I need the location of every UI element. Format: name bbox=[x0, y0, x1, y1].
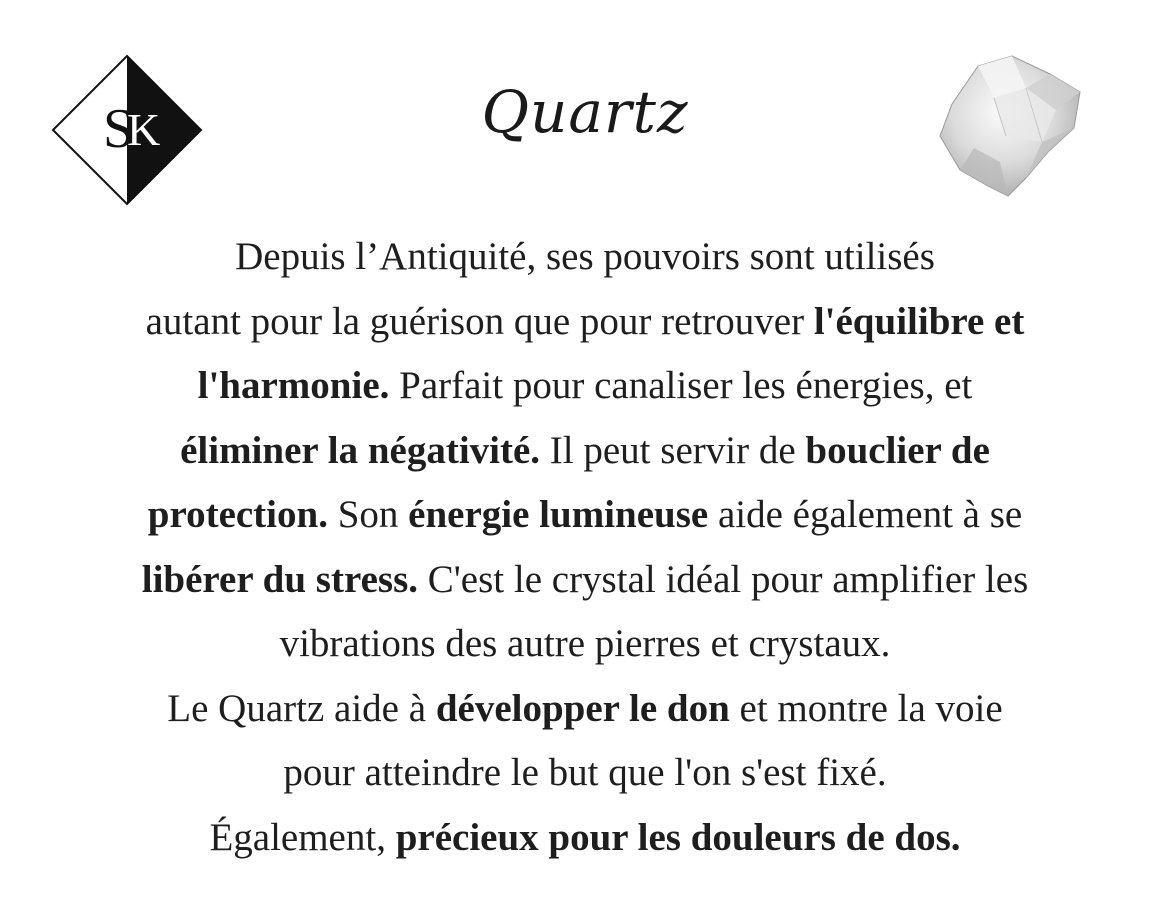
body-text-segment: et montre la voie bbox=[729, 686, 1003, 730]
description-line bbox=[0, 806, 1170, 871]
description-line bbox=[0, 741, 1170, 806]
description-text bbox=[0, 225, 1170, 870]
body-text-segment: pour atteindre le but que l'on s'est fixé. bbox=[283, 751, 887, 794]
description-line bbox=[0, 290, 1170, 355]
quartz-crystal-image bbox=[930, 52, 1090, 202]
emphasis-text: précieux pour les douleurs de dos. bbox=[395, 815, 961, 859]
description-line bbox=[0, 419, 1170, 484]
description-line bbox=[0, 612, 1170, 677]
logo-letter-k: K bbox=[127, 104, 161, 155]
body-text-segment: aide également à se bbox=[708, 493, 1023, 536]
emphasis-text: libérer du stress. bbox=[141, 557, 418, 601]
emphasis-text: bouclier de bbox=[805, 428, 990, 472]
page-title: Quartz bbox=[481, 78, 689, 146]
description-line bbox=[0, 225, 1170, 290]
emphasis-text: protection. bbox=[147, 493, 328, 536]
emphasis-text: développer le don bbox=[435, 686, 730, 730]
description-line bbox=[0, 354, 1170, 419]
description-line bbox=[0, 483, 1170, 548]
body-text-segment: Depuis l’Antiquité, ses pouvoirs sont utilisés bbox=[235, 235, 935, 278]
description-line bbox=[0, 677, 1170, 742]
emphasis-text: l'harmonie. bbox=[197, 364, 390, 407]
description-line bbox=[0, 548, 1170, 613]
body-text-segment: Le Quartz aide à bbox=[167, 686, 436, 730]
body-text-segment: Également, bbox=[209, 815, 396, 859]
body-text-segment: Son bbox=[327, 493, 409, 536]
emphasis-text: l'équilibre et bbox=[813, 299, 1025, 343]
body-text-segment: C'est le crystal idéal pour amplifier les bbox=[418, 557, 1029, 601]
body-text-segment: Parfait pour canaliser les énergies, et bbox=[389, 364, 973, 407]
emphasis-text: énergie lumineuse bbox=[408, 493, 709, 536]
logo-letter-s: S bbox=[103, 98, 135, 160]
body-text-segment: vibrations des autre pierres et crystaux. bbox=[279, 622, 891, 665]
body-text-segment: autant pour la guérison que pour retrouver bbox=[145, 299, 814, 343]
emphasis-text: éliminer la négativité. bbox=[180, 428, 541, 472]
body-text-segment: Il peut servir de bbox=[540, 428, 806, 472]
